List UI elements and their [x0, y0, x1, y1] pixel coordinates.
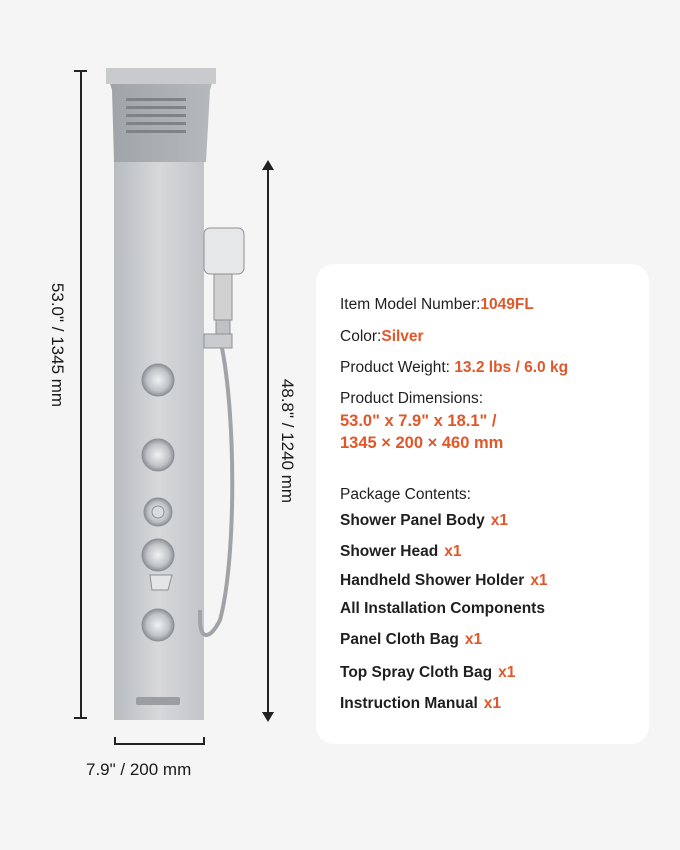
panel-height-label: 48.8" / 1240 mm [278, 378, 297, 504]
package-item [340, 631, 482, 649]
package-item-qty: x1 [490, 512, 508, 529]
color-value: Silver [381, 328, 424, 345]
package-item [340, 572, 548, 590]
total-height-label: 53.0" / 1345 mm [48, 282, 67, 408]
spec-card [316, 264, 649, 744]
dimensions-value-imperial: 53.0" x 7.9" x 18.1" / [340, 412, 497, 430]
package-item [340, 664, 515, 682]
package-item-qty: x1 [483, 695, 502, 712]
weight-row [340, 359, 568, 377]
color-label: Color: [340, 328, 382, 345]
package-item [340, 512, 508, 530]
package-item [340, 543, 461, 561]
dimensions-label: Product Dimensions: [340, 390, 484, 407]
width-label: 7.9" / 200 mm [86, 760, 192, 779]
model-row [340, 296, 534, 314]
package-item-name: Shower Panel Body [340, 512, 485, 529]
package-item-name: Handheld Shower Holder [340, 572, 525, 589]
package-item-name: All Installation Components [340, 600, 545, 617]
package-item-name: Shower Head [340, 543, 439, 560]
weight-value: 13.2 lbs / 6.0 kg [454, 359, 569, 376]
package-item-name: Instruction Manual [340, 695, 478, 712]
package-item-qty: x1 [530, 572, 548, 589]
weight-label: Product Weight: [340, 359, 450, 376]
package-item-name: Panel Cloth Bag [340, 631, 459, 648]
package-item [340, 600, 545, 618]
dimensions-value-metric: 1345 × 200 × 460 mm [340, 434, 504, 452]
model-label: Item Model Number: [340, 296, 481, 313]
model-value: 1049FL [480, 296, 534, 313]
package-item-qty: x1 [498, 664, 516, 681]
color-row [340, 328, 424, 346]
package-item-qty: x1 [444, 543, 462, 560]
package-item-qty: x1 [464, 631, 483, 648]
package-title: Package Contents: [340, 486, 471, 503]
package-item-name: Top Spray Cloth Bag [340, 664, 493, 681]
package-item [340, 695, 501, 713]
